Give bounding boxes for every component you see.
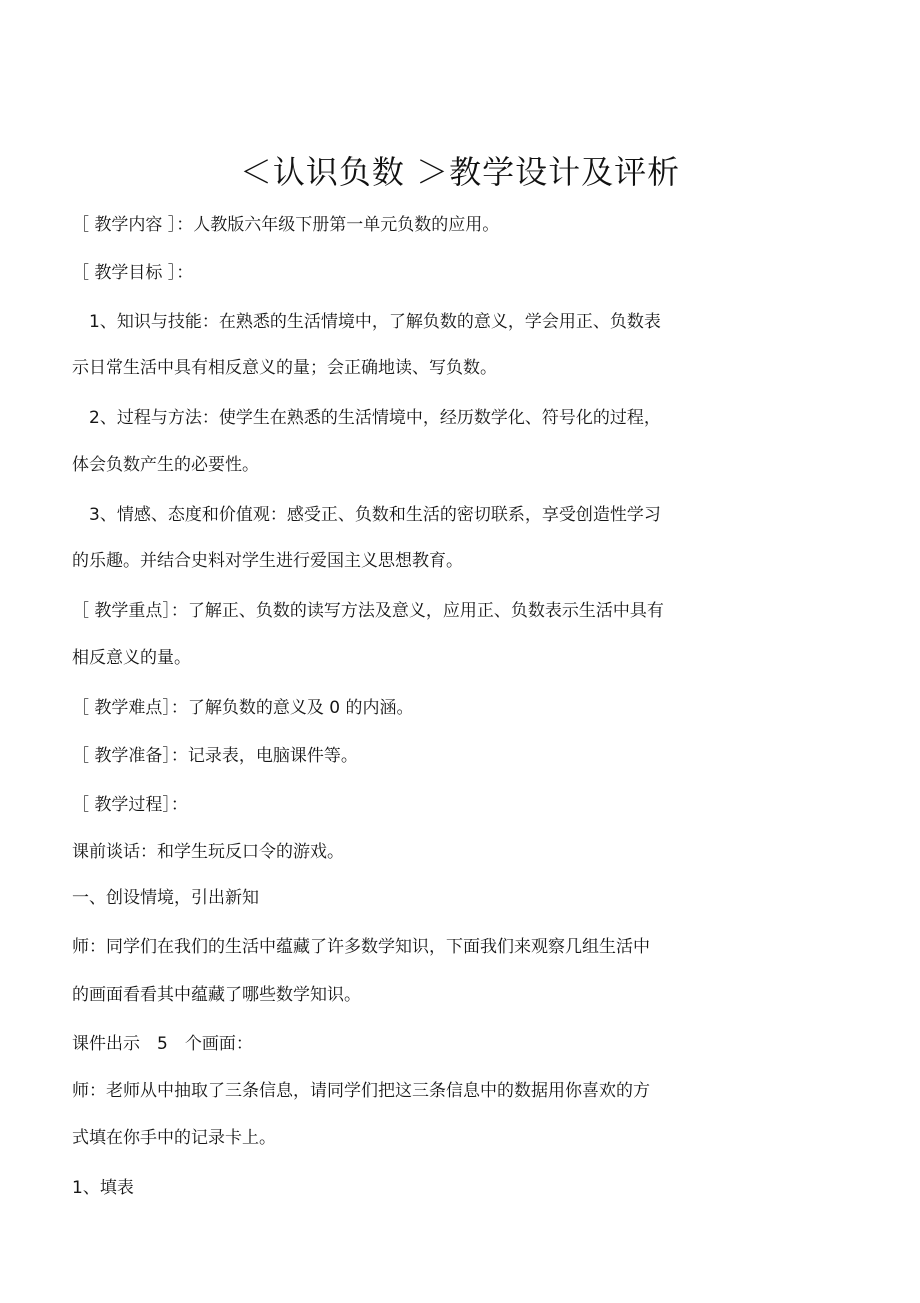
goal-2-line-2: 体会负数产生的必要性。 — [72, 455, 259, 475]
key-points-line-1: ［ 教学重点］：了解正、负数的读写方法及意义，应用正、负数表示生活中具有 — [72, 601, 664, 621]
preparation-line: ［ 教学准备］：记录表，电脑课件等。 — [72, 746, 358, 766]
key-points-line-2: 相反意义的量。 — [72, 648, 191, 668]
goal-2-line-1: 2、过程与方法：使学生在熟悉的生活情境中，经历数学化、符号化的过程， — [72, 408, 661, 428]
courseware-line: 课件出示 5 个画面： — [72, 1034, 253, 1054]
teacher-line-4: 式填在你手中的记录卡上。 — [72, 1128, 276, 1148]
section-1-heading: 一、创设情境，引出新知 — [72, 888, 259, 908]
pre-class-talk-line: 课前谈话：和学生玩反口令的游戏。 — [72, 842, 344, 862]
teaching-goals-heading: ［ 教学目标 ］： — [72, 263, 194, 283]
teacher-line-3: 师：老师从中抽取了三条信息，请同学们把这三条信息中的数据用你喜欢的方 — [72, 1081, 650, 1101]
difficult-points-line: ［ 教学难点］：了解负数的意义及 0 的内涵。 — [72, 698, 414, 718]
goal-3-line-2: 的乐趣。并结合史料对学生进行爱国主义思想教育。 — [72, 551, 463, 571]
goal-1-line-1: 1、知识与技能：在熟悉的生活情境中，了解负数的意义，学会用正、负数表 — [72, 312, 661, 332]
teacher-line-1: 师：同学们在我们的生活中蕴藏了许多数学知识，下面我们来观察几组生活中 — [72, 937, 650, 957]
fill-table-heading: 1、填表 — [72, 1178, 134, 1198]
teacher-line-2: 的画面看看其中蕴藏了哪些数学知识。 — [72, 985, 361, 1005]
process-heading: ［ 教学过程］： — [72, 795, 188, 815]
goal-3-line-1: 3、情感、态度和价值观：感受正、负数和生活的密切联系，享受创造性学习 — [72, 505, 661, 525]
teaching-content-line: ［ 教学内容 ］：人教版六年级下册第一单元负数的应用。 — [72, 215, 500, 235]
document-title: ＜认识负数 ＞教学设计及评析 — [239, 153, 681, 191]
goal-1-line-2: 示日常生活中具有相反意义的量；会正确地读、写负数。 — [72, 358, 497, 378]
